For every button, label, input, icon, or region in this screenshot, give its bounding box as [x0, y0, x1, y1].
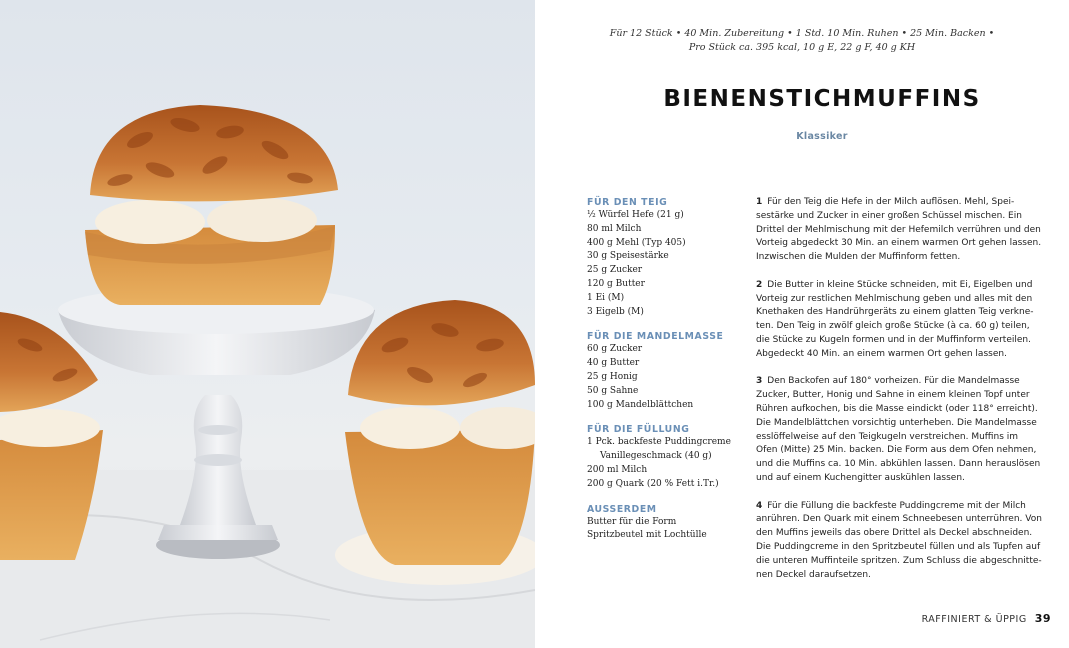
ingredient-item: 60 g Zucker — [587, 344, 643, 355]
ingredient-heading: FÜR DIE FÜLLUNG — [587, 424, 690, 436]
step-text: anrühren. Den Quark mit einem Schneebesen unterrühren. Von — [756, 514, 1042, 525]
section-name: RAFFINIERT & ÜPPIG — [921, 614, 1027, 625]
step-text: sestärke und Zucker in einer großen Schüssel mischen. Ein — [756, 210, 1022, 221]
page-footer — [922, 612, 1051, 625]
ingredient-item: Butter für die Form — [587, 516, 677, 527]
instruction-list — [756, 196, 1042, 596]
ingredient-item: 80 ml Milch — [587, 223, 642, 234]
step-number: 2 — [756, 279, 763, 290]
step-text: Abgedeckt 40 Min. an einem warmen Ort gehen lassen. — [756, 348, 1007, 359]
step-text: ten. Den Teig in zwölf gleich große Stücke (à ca. 60 g) teilen, — [756, 321, 1030, 332]
instruction-step-1 — [756, 196, 1042, 265]
ingredient-item: ½ Würfel Hefe (21 g) — [587, 210, 684, 220]
step-text: nen Deckel daraufsetzen. — [756, 569, 871, 580]
step-text: Inzwischen die Mulden der Muffinform fetten. — [756, 252, 961, 263]
ingredient-group-ausserdem — [587, 503, 752, 544]
step-text: Knethaken des Handrührgeräts zu einem glatten Teig verkne- — [756, 307, 1034, 318]
step-text: esslöffelweise auf den Teigkugeln verstreichen. Muffins im — [756, 431, 1019, 442]
ingredient-heading: FÜR DEN TEIG — [587, 197, 668, 208]
step-text: Vorteig zur restlichen Mehlmischung geben und alles mit den — [756, 293, 1033, 304]
step-number: 1 — [756, 197, 763, 207]
step-text: Zucker, Butter, Honig und Sahne in einem kleinen Topf unter — [756, 390, 1030, 401]
ingredient-item: 3 Eigelb (M) — [587, 306, 644, 317]
step-text: Drittel der Mehlmischung mit der Hefemilch verrühren und den — [756, 224, 1041, 235]
step-text: Für den Teig die Hefe in der Milch auflösen. Mehl, Spei- — [767, 197, 1015, 207]
ingredient-item: 120 g Butter — [587, 278, 645, 289]
step-number: 3 — [756, 376, 763, 387]
step-text: Die Puddingcreme in den Spritzbeutel füllen und als Tupfen auf — [756, 541, 1041, 552]
step-text: und auf einem Kuchengitter auskühlen lassen. — [756, 472, 965, 483]
ingredient-item: 200 ml Milch — [587, 464, 648, 475]
step-text: und die Muffins ca. 10 Min. abkühlen lassen. Dann herauslösen — [756, 459, 1041, 470]
page-number: 39 — [1034, 612, 1051, 625]
ingredient-list — [587, 196, 752, 554]
ingredient-item: Spritzbeutel mit Lochtülle — [587, 530, 707, 541]
step-text: Die Butter in kleine Stücke schneiden, mit Ei, Eigelben und — [767, 279, 1033, 290]
recipe-page — [535, 0, 1069, 648]
recipe-subtitle: Klassiker — [796, 131, 848, 142]
ingredient-item: 1 Pck. backfeste Puddingcreme — [587, 437, 731, 448]
step-text: Vorteig abgedeckt 30 Min. an einem warmen Ort gehen lassen. — [756, 238, 1042, 249]
ingredient-item: Vanillegeschmack (40 g) — [600, 451, 712, 462]
ingredient-heading: FÜR DIE MANDELMASSE — [587, 331, 724, 343]
ingredient-item: 40 g Butter — [587, 358, 640, 369]
ingredient-item: 200 g Quark (20 % Fett i.Tr.) — [587, 478, 719, 489]
step-text: Für die Füllung die backfeste Puddingcreme mit der Milch — [767, 500, 1026, 511]
step-text: Den Backofen auf 180° vorheizen. Für die Mandelmasse — [767, 376, 1020, 387]
step-text: Rühren aufkochen, bis die Masse eindickt (oder 118° erreicht). — [756, 403, 1038, 414]
recipe-title: BIENENSTICHMUFFINS — [663, 86, 981, 112]
ingredient-group-teig — [587, 196, 752, 319]
ingredient-item: 30 g Speisestärke — [587, 251, 669, 262]
step-number: 4 — [756, 500, 763, 511]
instruction-step-4 — [756, 500, 1042, 583]
step-text: den Muffins jeweils das obere Drittel als Deckel abschneiden. — [756, 528, 1033, 539]
ingredient-heading: AUSSERDEM — [587, 503, 657, 515]
meta-line-servings: Für 12 Stück • 40 Min. Zubereitung • 1 Std. 10 Min. Ruhen • 25 Min. Backen • — [609, 28, 995, 39]
instruction-step-3 — [756, 375, 1041, 485]
ingredient-group-mandelmasse — [587, 330, 752, 412]
ingredient-item: 100 g Mandelblättchen — [587, 399, 694, 410]
ingredient-item: 1 Ei (M) — [587, 292, 625, 303]
step-text: Die Mandelblättchen vorsichtig unterheben. Die Mandelmasse — [756, 417, 1037, 428]
instruction-step-2 — [756, 279, 1038, 362]
recipe-meta — [535, 27, 1069, 55]
ingredient-group-fuellung — [587, 423, 752, 491]
ingredient-item: 400 g Mehl (Typ 405) — [587, 237, 686, 248]
step-text: Ofen (Mitte) 25 Min. backen. Die Form aus dem Ofen nehmen, — [756, 445, 1037, 456]
ingredient-item: 50 g Sahne — [587, 385, 639, 396]
ingredient-item: 25 g Zucker — [587, 265, 643, 276]
step-text: die unteren Muffinteile spritzen. Zum Schluss die abgeschnitte- — [756, 555, 1042, 566]
meta-line-nutrition: Pro Stück ca. 395 kcal, 10 g E, 22 g F, 40 g KH — [688, 42, 916, 53]
step-text: die Stücke zu Kugeln formen und in der Muffinform verteilen. — [756, 334, 1031, 345]
ingredient-item: 25 g Honig — [587, 371, 638, 382]
